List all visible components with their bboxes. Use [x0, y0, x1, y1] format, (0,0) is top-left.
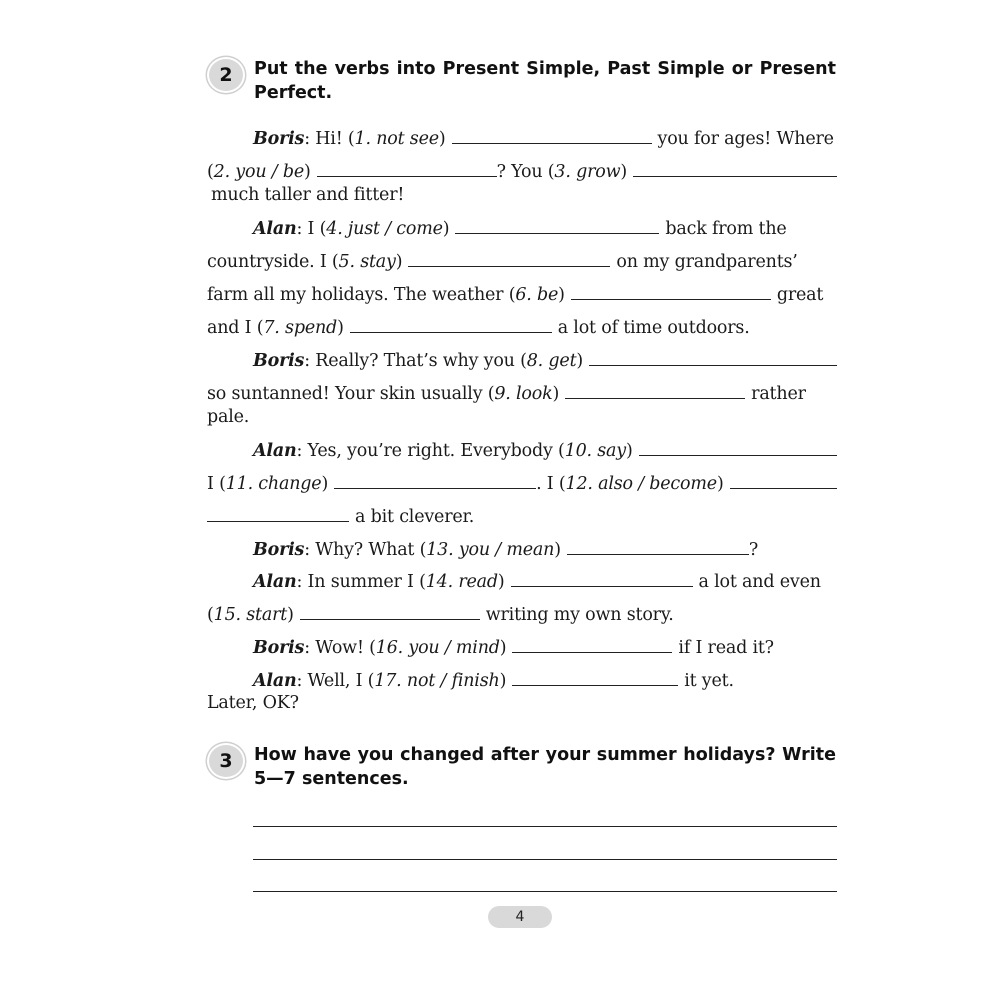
dialogue-text: pale.: [207, 407, 250, 427]
verb-hint: 1. not see: [354, 129, 439, 149]
answer-blank-1[interactable]: [452, 124, 652, 144]
dialogue-text: you for ages! Where: [657, 129, 834, 149]
dialogue-line-4: [253, 214, 837, 240]
writing-line-2[interactable]: [253, 859, 837, 860]
dialogue-text: (: [207, 605, 214, 625]
dialogue-text: ): [499, 671, 507, 691]
answer-blank-9[interactable]: [565, 379, 745, 399]
dialogue-line-9: [207, 379, 837, 405]
exercise-number-badge: 3: [207, 743, 245, 779]
dialogue-text: ): [303, 162, 311, 182]
dialogue-text: ): [438, 129, 446, 149]
dialogue-line-17: [253, 633, 837, 659]
dialogue-text: Later, OK?: [207, 693, 299, 713]
dialogue-text: ): [499, 638, 507, 658]
dialogue-text: it yet.: [684, 671, 734, 691]
dialogue-text: (: [207, 162, 214, 182]
dialogue-text: ): [554, 540, 561, 560]
answer-blank-17[interactable]: [512, 666, 678, 686]
dialogue-text: ): [716, 474, 724, 494]
speaker-name: Boris: [253, 540, 305, 560]
speaker-name: Alan: [253, 572, 297, 592]
answer-blank-7[interactable]: [350, 313, 552, 333]
dialogue-line-7: [207, 313, 837, 339]
answer-blank-13[interactable]: [567, 535, 749, 555]
dialogue-text: ): [395, 252, 403, 272]
answer-blank-5[interactable]: [408, 247, 610, 267]
exercise-number-badge: 2: [207, 57, 245, 93]
dialogue-text: : Why? What (: [304, 540, 427, 560]
dialogue-text: : Hi! (: [304, 129, 355, 149]
dialogue-text: ): [287, 605, 294, 625]
speaker-name: Alan: [253, 219, 297, 239]
answer-blank-15[interactable]: [300, 600, 480, 620]
dialogue-text: ?: [748, 540, 759, 560]
answer-blank-11[interactable]: [334, 469, 536, 489]
dialogue-line-11: [253, 436, 837, 462]
verb-hint: 9. look: [494, 384, 553, 404]
verb-hint: 10. say: [564, 441, 626, 461]
dialogue-line-14: [253, 535, 837, 561]
dialogue-text: . I (: [536, 474, 566, 494]
dialogue-text: : In summer I (: [296, 572, 426, 592]
dialogue-text: great: [776, 285, 824, 305]
answer-blank-14[interactable]: [511, 567, 693, 587]
dialogue-line-8: [253, 346, 837, 372]
writing-line-3[interactable]: [253, 891, 837, 892]
dialogue-text: I (: [207, 474, 226, 494]
dialogue-text: : Wow! (: [304, 638, 376, 658]
verb-hint: 2. you / be: [213, 162, 304, 182]
verb-hint: 6. be: [515, 285, 559, 305]
dialogue-text: ): [497, 572, 505, 592]
dialogue-line-1: [253, 124, 837, 150]
answer-blank-6[interactable]: [571, 280, 771, 300]
dialogue-text: ): [558, 285, 565, 305]
dialogue-line-5: [207, 247, 837, 273]
dialogue-text: countryside. I (: [207, 252, 339, 272]
dialogue-line-15: [253, 567, 837, 593]
answer-blank-12a[interactable]: [730, 469, 837, 489]
dialogue-line-10: [207, 404, 837, 430]
dialogue-line-2: [207, 157, 837, 183]
dialogue-line-19: [207, 690, 837, 716]
dialogue-text: : Yes, you’re right. Everybody (: [296, 441, 565, 461]
dialogue-text: ): [337, 318, 344, 338]
verb-hint: 7. spend: [263, 318, 338, 338]
dialogue-text: ): [552, 384, 560, 404]
dialogue-text: so suntanned! Your skin usually (: [207, 384, 495, 404]
dialogue-text: a lot and even: [698, 572, 821, 592]
dialogue-text: a lot of time outdoors.: [557, 318, 750, 338]
speaker-name: Alan: [253, 441, 297, 461]
answer-blank-12b[interactable]: [207, 502, 349, 522]
writing-line-1[interactable]: [253, 826, 837, 827]
dialogue-text: much taller and fitter!: [211, 185, 405, 205]
dialogue-line-6: [207, 280, 837, 306]
dialogue-line-18: [253, 666, 837, 692]
dialogue-text: rather: [751, 384, 806, 404]
dialogue-line-16: [207, 600, 837, 626]
answer-blank-2[interactable]: [317, 157, 497, 177]
verb-hint: 15. start: [213, 605, 288, 625]
dialogue-text: if I read it?: [678, 638, 774, 658]
page-number: 4: [488, 906, 552, 928]
speaker-name: Boris: [253, 129, 305, 149]
dialogue-text: a bit cleverer.: [355, 507, 475, 527]
answer-blank-4[interactable]: [455, 214, 659, 234]
dialogue-line-12: [207, 469, 837, 495]
dialogue-text: : Well, I (: [296, 671, 375, 691]
dialogue-text: : I (: [296, 219, 327, 239]
answer-blank-8[interactable]: [589, 346, 837, 366]
dialogue-text: ): [620, 162, 627, 182]
verb-hint: 3. grow: [554, 162, 621, 182]
dialogue-text: ): [625, 441, 633, 461]
verb-hint: 8. get: [526, 351, 577, 371]
dialogue-text: back from the: [665, 219, 787, 239]
dialogue-text: and I (: [207, 318, 264, 338]
exercise-instruction: Put the verbs into Present Simple, Past Simple or Present Perfect.: [254, 59, 836, 103]
speaker-name: Boris: [253, 351, 305, 371]
answer-blank-10[interactable]: [639, 436, 837, 456]
dialogue-text: ? You (: [496, 162, 555, 182]
speaker-name: Alan: [253, 671, 297, 691]
verb-hint: 11. change: [225, 474, 322, 494]
verb-hint: 13. you / mean: [426, 540, 555, 560]
dialogue-line-3: [211, 182, 841, 208]
dialogue-text: farm all my holidays. The weather (: [207, 285, 516, 305]
dialogue-text: : Really? That’s why you (: [304, 351, 527, 371]
speaker-name: Boris: [253, 638, 305, 658]
verb-hint: 17. not / finish: [374, 671, 500, 691]
dialogue-text: on my grandparents’: [616, 252, 798, 272]
dialogue-text: writing my own story.: [485, 605, 674, 625]
exercise-instruction: How have you changed after your summer holidays? Write 5—7 sentences.: [254, 745, 836, 789]
dialogue-text: ): [321, 474, 329, 494]
dialogue-line-13: [207, 502, 837, 528]
answer-blank-3[interactable]: [633, 157, 837, 177]
verb-hint: 16. you / mind: [375, 638, 500, 658]
verb-hint: 14. read: [425, 572, 498, 592]
verb-hint: 5. stay: [338, 252, 396, 272]
dialogue-text: ): [576, 351, 584, 371]
verb-hint: 4. just / come: [326, 219, 443, 239]
answer-blank-16[interactable]: [512, 633, 672, 653]
verb-hint: 12. also / become: [565, 474, 717, 494]
dialogue-text: ): [442, 219, 450, 239]
